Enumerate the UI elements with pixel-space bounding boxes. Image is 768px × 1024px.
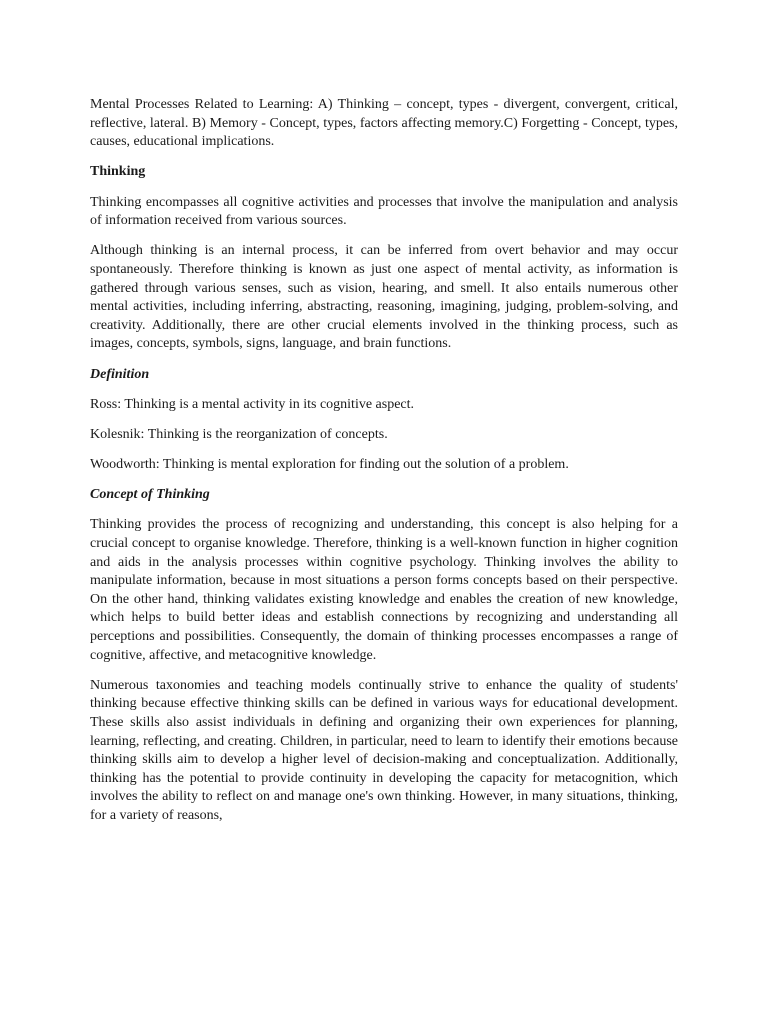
definition-woodworth: Woodworth: Thinking is mental exploration for finding out the solution of a problem. xyxy=(90,457,569,473)
thinking-paragraph-1: Thinking encompasses all cognitive activities and processes that involve the manipulation and analysis of information received from various sources. xyxy=(90,194,678,229)
thinking-heading: Thinking xyxy=(90,164,146,180)
document-page xyxy=(90,96,678,837)
definition-heading: Definition xyxy=(90,366,150,382)
intro-paragraph: Mental Processes Related to Learning: A) Thinking – concept, types - divergent, convergent, critical, reflective, lateral. B) Memory - Concept, types, factors affecting memory.C) Forgetting - Concept, types, causes, educational implications. xyxy=(90,97,678,150)
definition-ross: Ross: Thinking is a mental activity in its cognitive aspect. xyxy=(90,396,415,412)
concept-paragraph-2: Numerous taxonomies and teaching models continually strive to enhance the quality of students' thinking because effective thinking skills can be defined in various ways for educational development. These skills also assist individuals in defining and organizing their own experiences for planning, learning, reflecting, and creating. Children, in particular, need to learn to identify their emotions because thinking skills aim to develop a higher level of decision-making and conceptualization. Additionally, thinking has the potential to provide continuity in developing the capacity for metacognition, which involves the ability to reflect on and manage one's own thinking. However, in many situations, thinking, for a variety of reasons, xyxy=(90,677,678,823)
definition-kolesnik: Kolesnik: Thinking is the reorganization of concepts. xyxy=(90,426,388,442)
thinking-paragraph-2: Although thinking is an internal process, it can be inferred from overt behavior and may occur spontaneously. Therefore thinking is known as just one aspect of mental activity, as information is gathered through various senses, such as vision, hearing, and smell. It also entails numerous other mental activities, including inferring, abstracting, reasoning, imagining, judging, problem-solving, and creativity. Additionally, there are other crucial elements involved in the thinking process, such as images, concepts, symbols, signs, language, and brain functions. xyxy=(90,243,678,352)
concept-paragraph-1: Thinking provides the process of recognizing and understanding, this concept is also helping for a crucial concept to organise knowledge. Therefore, thinking is a well-known function in higher cognition and aids in the analysis processes within cognitive psychology. Thinking involves the ability to manipulate information, because in most situations a person forms concepts based on their perspective. On the other hand, thinking validates existing knowledge and enables the creation of new knowledge, which helps to build better ideas and establish connections by recognizing and understanding all perceptions and possibilities. Consequently, the domain of thinking processes encompasses a range of cognitive, affective, and metacognitive knowledge. xyxy=(90,517,678,663)
concept-heading: Concept of Thinking xyxy=(90,487,210,503)
